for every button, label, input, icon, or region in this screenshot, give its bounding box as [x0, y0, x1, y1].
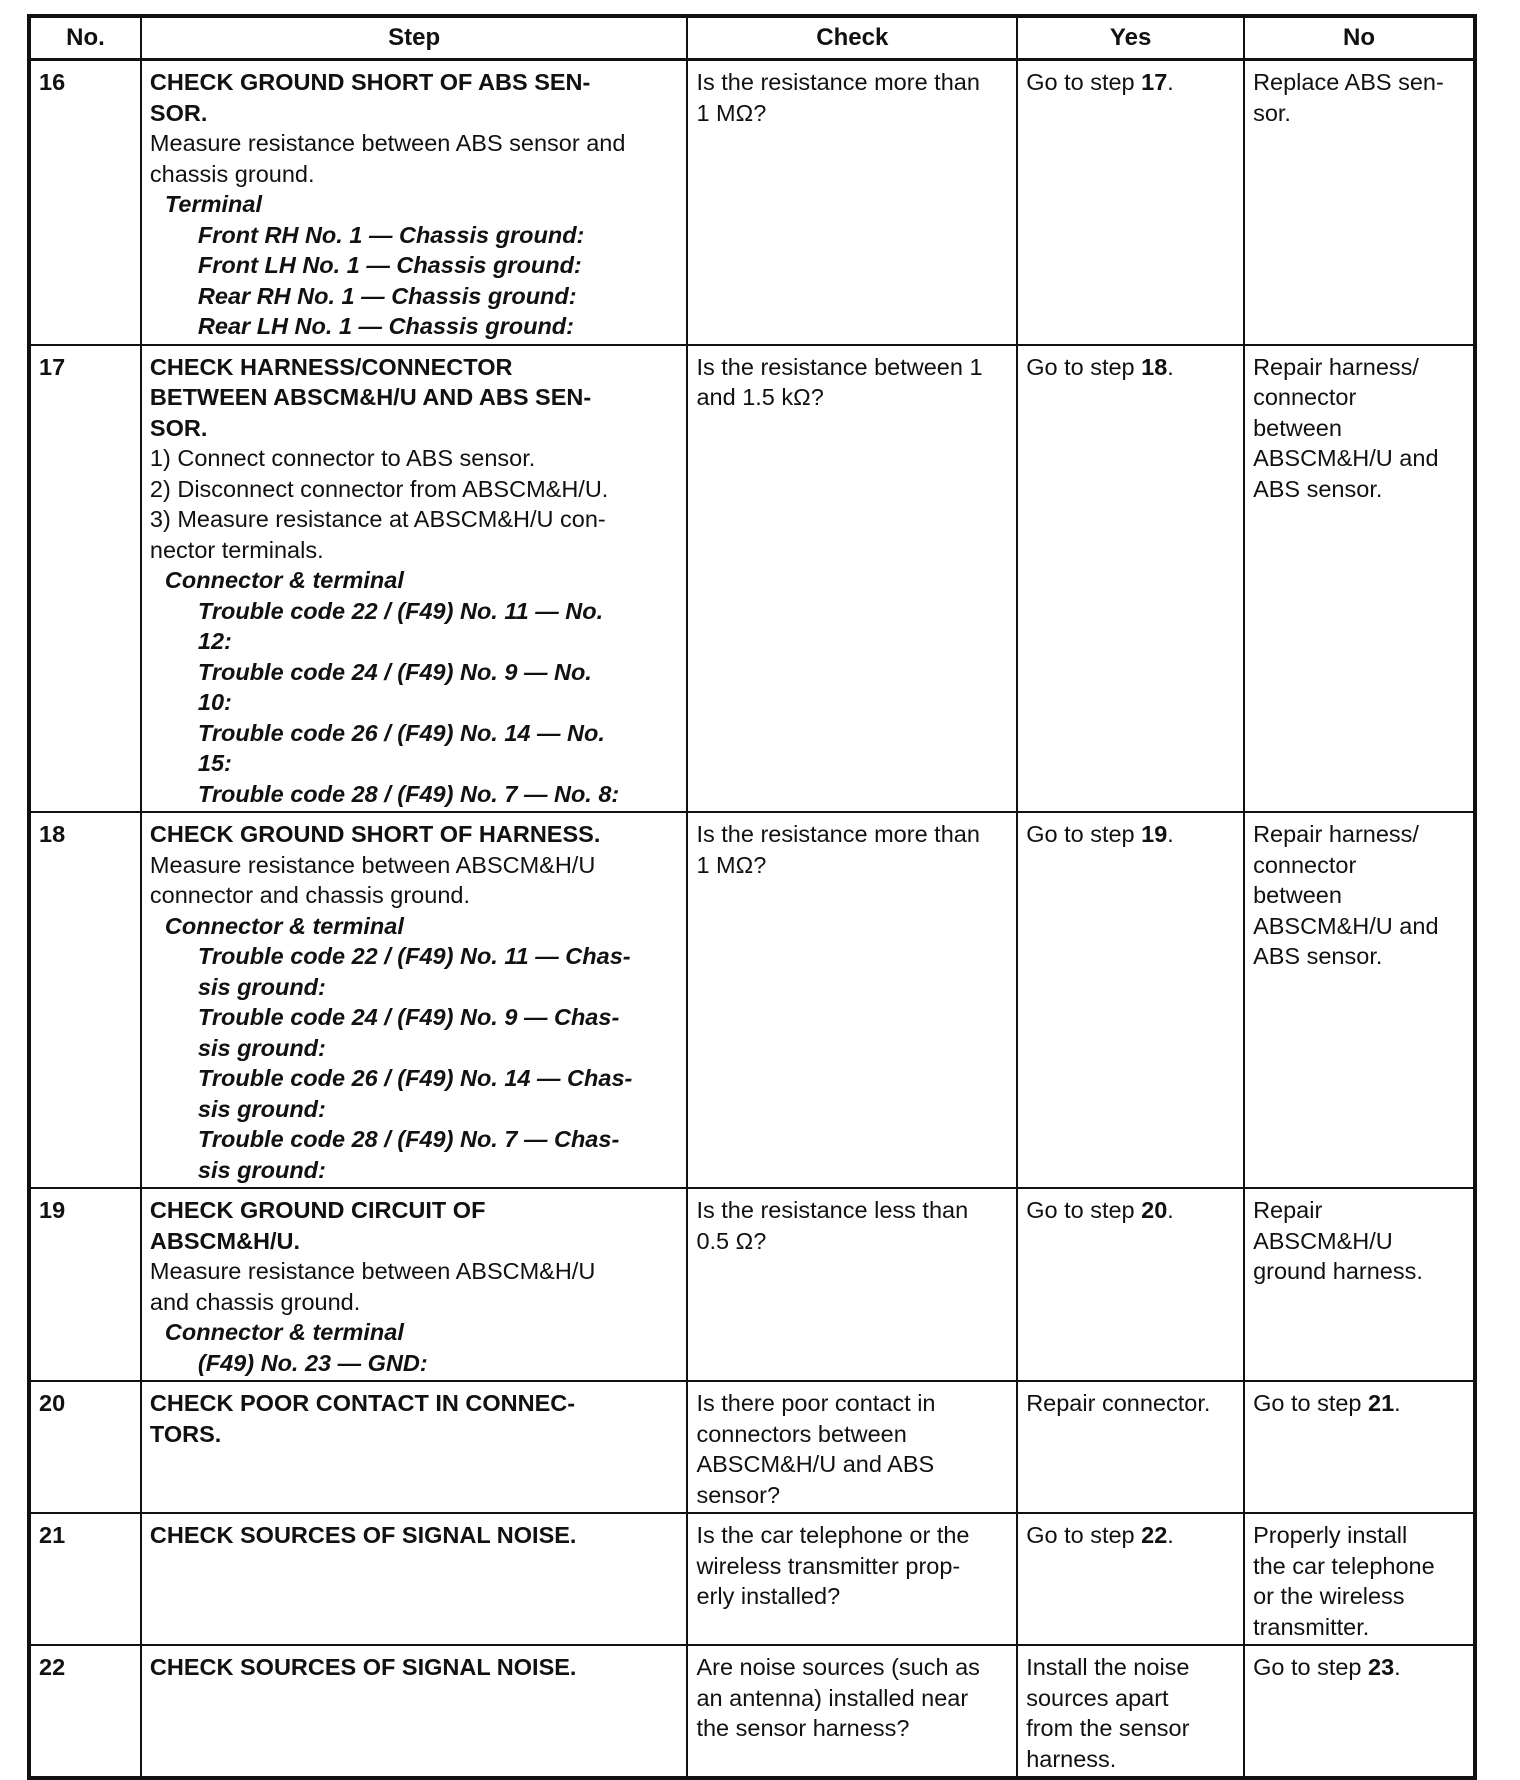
terminal-label: Connector & terminal	[164, 567, 404, 593]
check-line: 1 MΩ?	[696, 99, 767, 126]
step-body-line: Measure resistance between ABSCM&H/U	[149, 851, 596, 878]
no-result-line: ABSCM&H/U and	[1253, 445, 1439, 471]
table-body	[29, 60, 1475, 1779]
terminal-item: Trouble code 28 / (F49) No. 7 — No. 8:	[197, 780, 620, 807]
yes-goto	[1026, 1195, 1236, 1226]
diagnostic-table	[27, 14, 1477, 1780]
yes-line: harness.	[1026, 1745, 1117, 1772]
step-title-line: CHECK GROUND SHORT OF HARNESS.	[149, 821, 601, 847]
check-line: Is the resistance less than	[696, 1197, 969, 1223]
step-number: 19	[29, 1188, 141, 1381]
step-cell	[141, 345, 688, 813]
terminal-item: Rear LH No. 1 — Chassis ground:	[197, 313, 574, 339]
step-number: 18	[29, 812, 141, 1188]
terminal-item: (F49) No. 23 — GND:	[197, 1349, 428, 1376]
goto-suffix: .	[1394, 1390, 1401, 1416]
terminal-item: sis ground:	[197, 1095, 326, 1122]
goto-suffix: .	[1167, 353, 1174, 380]
check-line: 1 MΩ?	[696, 851, 767, 878]
terminal-item: Trouble code 26 / (F49) No. 14 — No.	[197, 719, 605, 746]
no-result-line: connector	[1253, 851, 1357, 878]
terminal-item: sis ground:	[197, 1156, 326, 1183]
check-line: connectors between	[696, 1420, 907, 1447]
step-cell	[141, 1513, 688, 1645]
no-result-line: ABSCM&H/U and	[1253, 912, 1439, 939]
terminal-item: Trouble code 22 / (F49) No. 11 — Chas-	[197, 943, 631, 969]
step-title-line: TORS.	[149, 1420, 222, 1447]
goto-step-number: 23	[1368, 1654, 1395, 1680]
check-cell	[687, 60, 1017, 345]
no-result-line: Properly install	[1253, 1522, 1408, 1548]
no-result-line: between	[1253, 414, 1342, 441]
check-line: an antenna) installed near	[696, 1684, 969, 1711]
step-body-line: Measure resistance between ABSCM&H/U	[149, 1258, 596, 1284]
check-line: Is there poor contact in	[696, 1390, 936, 1416]
terminal-item: Trouble code 28 / (F49) No. 7 — Chas-	[197, 1126, 620, 1152]
no-result-line: Repair harness/	[1253, 353, 1419, 380]
yes-line: from the sensor	[1026, 1715, 1190, 1741]
no-result-line: between	[1253, 882, 1342, 908]
check-cell	[687, 812, 1017, 1188]
no-result-line: Repair harness/	[1253, 821, 1419, 847]
check-line: erly installed?	[696, 1583, 841, 1609]
check-line: 0.5 Ω?	[696, 1227, 767, 1254]
step-cell	[141, 60, 688, 345]
terminal-item: Trouble code 22 / (F49) No. 11 — No.	[197, 597, 604, 624]
step-number: 21	[29, 1513, 141, 1645]
goto-suffix: .	[1394, 1654, 1401, 1680]
terminal-item: Trouble code 26 / (F49) No. 14 — Chas-	[197, 1065, 633, 1091]
step-title-line: SOR.	[149, 99, 208, 126]
terminal-label: Connector & terminal	[164, 912, 404, 939]
yes-line: Repair connector.	[1026, 1390, 1211, 1416]
step-title-line: CHECK GROUND SHORT OF ABS SEN-	[149, 69, 591, 95]
no-result-goto	[1253, 1388, 1466, 1419]
yes-goto	[1026, 67, 1236, 98]
terminal-item: 15:	[197, 750, 232, 776]
no-result-line: ABS sensor.	[1253, 943, 1383, 969]
no-result-line: Replace ABS sen-	[1253, 69, 1444, 95]
goto-step-number: 20	[1141, 1197, 1168, 1223]
check-line: Is the resistance more than	[696, 821, 980, 847]
terminal-label: Connector & terminal	[164, 1319, 404, 1345]
table-row	[29, 345, 1475, 813]
goto-prefix: Go to step	[1026, 1197, 1142, 1223]
step-body-line: 2) Disconnect connector from ABSCM&H/U.	[149, 475, 609, 502]
table-row	[29, 1513, 1475, 1645]
step-title-line: CHECK HARNESS/CONNECTOR	[149, 353, 513, 380]
step-cell	[141, 1188, 688, 1381]
table-row	[29, 1381, 1475, 1513]
step-title-line: ABSCM&H/U.	[149, 1227, 301, 1254]
yes-cell	[1017, 1381, 1244, 1513]
no-result-line: ground harness.	[1253, 1258, 1423, 1284]
step-title-line: CHECK POOR CONTACT IN CONNEC-	[149, 1390, 576, 1416]
check-cell	[687, 1188, 1017, 1381]
check-line: Is the resistance more than	[696, 69, 980, 95]
check-line: sensor?	[696, 1481, 781, 1508]
no-result-line: sor.	[1253, 99, 1291, 126]
check-line: Is the car telephone or the	[696, 1522, 970, 1548]
step-cell	[141, 812, 688, 1188]
check-line: and 1.5 kΩ?	[696, 384, 824, 410]
check-line: wireless transmitter prop-	[696, 1552, 961, 1579]
yes-cell	[1017, 812, 1244, 1188]
goto-suffix: .	[1167, 821, 1174, 847]
yes-line: Install the noise	[1026, 1654, 1190, 1680]
yes-cell	[1017, 1645, 1244, 1778]
header-step: Step	[141, 16, 688, 60]
goto-step-number: 22	[1141, 1522, 1168, 1548]
check-cell	[687, 1645, 1017, 1778]
terminal-item: sis ground:	[197, 1034, 326, 1061]
step-body-line: nector terminals.	[149, 536, 324, 563]
terminal-item: sis ground:	[197, 973, 326, 1000]
header-no-result: No	[1244, 16, 1475, 60]
yes-goto	[1026, 819, 1236, 850]
check-cell	[687, 1381, 1017, 1513]
step-body-line: Measure resistance between ABS sensor and	[149, 130, 626, 156]
step-title-line: SOR.	[149, 414, 208, 441]
terminal-item: Rear RH No. 1 — Chassis ground:	[197, 282, 577, 309]
step-body-line: 1) Connect connector to ABS sensor.	[149, 445, 536, 471]
check-line: ABSCM&H/U and ABS	[696, 1451, 935, 1477]
table-row	[29, 60, 1475, 345]
table-row	[29, 1645, 1475, 1778]
check-cell	[687, 345, 1017, 813]
no-result-cell	[1244, 1188, 1475, 1381]
header-yes: Yes	[1017, 16, 1244, 60]
step-number: 22	[29, 1645, 141, 1778]
goto-prefix: Go to step	[1026, 69, 1142, 95]
yes-cell	[1017, 345, 1244, 813]
terminal-label: Terminal	[164, 191, 262, 217]
no-result-line: the car telephone	[1253, 1552, 1435, 1579]
goto-prefix: Go to step	[1026, 353, 1142, 380]
step-title-line: BETWEEN ABSCM&H/U AND ABS SEN-	[149, 384, 592, 410]
table-row	[29, 1188, 1475, 1381]
yes-goto	[1026, 1520, 1236, 1551]
goto-step-number: 21	[1368, 1390, 1395, 1416]
no-result-cell	[1244, 1645, 1475, 1778]
header-check: Check	[687, 16, 1017, 60]
step-number: 16	[29, 60, 141, 345]
yes-cell	[1017, 1188, 1244, 1381]
step-body-line: chassis ground.	[149, 160, 315, 187]
no-result-line: or the wireless	[1253, 1583, 1405, 1609]
header-no: No.	[29, 16, 141, 60]
step-title-line: CHECK SOURCES OF SIGNAL NOISE.	[149, 1654, 577, 1680]
yes-cell	[1017, 60, 1244, 345]
no-result-cell	[1244, 1513, 1475, 1645]
step-cell	[141, 1381, 688, 1513]
goto-step-number: 17	[1141, 69, 1168, 95]
header-row	[29, 16, 1475, 60]
terminal-item: Front LH No. 1 — Chassis ground:	[197, 252, 582, 278]
step-number: 17	[29, 345, 141, 813]
yes-cell	[1017, 1513, 1244, 1645]
no-result-line: transmitter.	[1253, 1613, 1370, 1640]
goto-prefix: Go to step	[1253, 1654, 1369, 1680]
check-line: Is the resistance between 1	[696, 353, 983, 380]
table-row	[29, 812, 1475, 1188]
goto-prefix: Go to step	[1026, 821, 1142, 847]
check-line: the sensor harness?	[696, 1715, 910, 1741]
goto-suffix: .	[1167, 1197, 1174, 1223]
goto-prefix: Go to step	[1253, 1390, 1369, 1416]
no-result-goto	[1253, 1652, 1466, 1683]
goto-step-number: 19	[1141, 821, 1168, 847]
no-result-cell	[1244, 1381, 1475, 1513]
step-title-line: CHECK SOURCES OF SIGNAL NOISE.	[149, 1522, 577, 1548]
step-body-line: connector and chassis ground.	[149, 882, 470, 908]
check-line: Are noise sources (such as	[696, 1654, 980, 1680]
step-number: 20	[29, 1381, 141, 1513]
goto-suffix: .	[1167, 1522, 1174, 1548]
terminal-item: Trouble code 24 / (F49) No. 9 — No.	[197, 658, 592, 685]
no-result-cell	[1244, 345, 1475, 813]
no-result-cell	[1244, 60, 1475, 345]
step-body-line: and chassis ground.	[149, 1288, 361, 1315]
terminal-item: Front RH No. 1 — Chassis ground:	[197, 221, 585, 248]
terminal-item: 12:	[197, 628, 232, 654]
no-result-line: connector	[1253, 384, 1357, 410]
no-result-cell	[1244, 812, 1475, 1188]
yes-line: sources apart	[1026, 1684, 1169, 1711]
check-cell	[687, 1513, 1017, 1645]
step-cell	[141, 1645, 688, 1778]
no-result-line: ABS sensor.	[1253, 475, 1383, 502]
terminal-item: 10:	[197, 689, 232, 715]
goto-step-number: 18	[1141, 353, 1168, 380]
terminal-item: Trouble code 24 / (F49) No. 9 — Chas-	[197, 1004, 620, 1030]
goto-prefix: Go to step	[1026, 1522, 1142, 1548]
step-body-line: 3) Measure resistance at ABSCM&H/U con-	[149, 506, 606, 532]
no-result-line: Repair	[1253, 1197, 1323, 1223]
goto-suffix: .	[1167, 69, 1174, 95]
no-result-line: ABSCM&H/U	[1253, 1227, 1393, 1254]
yes-goto	[1026, 352, 1236, 383]
step-title-line: CHECK GROUND CIRCUIT OF	[149, 1197, 486, 1223]
